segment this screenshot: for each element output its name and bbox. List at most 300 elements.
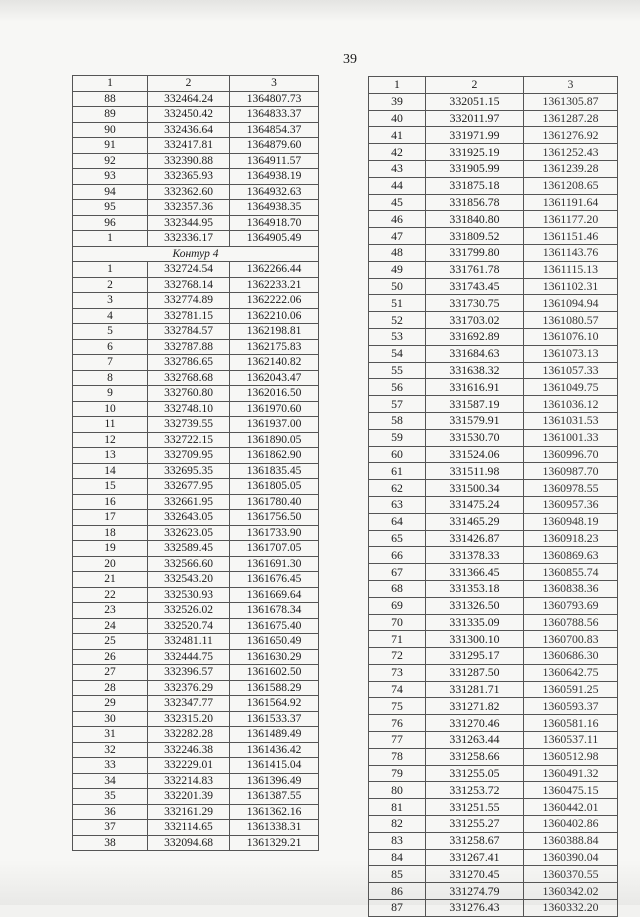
x-coordinate-cell: 332347.77 bbox=[148, 696, 230, 712]
table-row bbox=[369, 530, 618, 547]
y-coordinate-cell: 1361602.50 bbox=[230, 665, 319, 681]
x-coordinate-cell: 332623.05 bbox=[148, 525, 230, 541]
y-coordinate-cell: 1361239.28 bbox=[524, 160, 618, 177]
point-number-cell: 12 bbox=[73, 432, 148, 448]
point-number-cell: 67 bbox=[369, 564, 426, 581]
x-coordinate-cell: 331263.44 bbox=[426, 732, 524, 749]
y-coordinate-cell: 1361338.31 bbox=[230, 820, 319, 836]
table-row bbox=[369, 681, 618, 698]
x-coordinate-cell: 331270.46 bbox=[426, 715, 524, 732]
y-coordinate-cell: 1361937.00 bbox=[230, 417, 319, 433]
y-coordinate-cell: 1361073.13 bbox=[524, 345, 618, 362]
table-row bbox=[369, 883, 618, 900]
x-coordinate-cell: 331255.05 bbox=[426, 765, 524, 782]
point-number-cell: 93 bbox=[73, 169, 148, 185]
point-number-cell: 19 bbox=[73, 541, 148, 557]
x-coordinate-cell: 331335.09 bbox=[426, 614, 524, 631]
table-row bbox=[73, 355, 319, 371]
table-row bbox=[73, 541, 319, 557]
x-coordinate-cell: 332784.57 bbox=[148, 324, 230, 340]
point-number-cell: 71 bbox=[369, 631, 426, 648]
point-number-cell: 95 bbox=[73, 200, 148, 216]
table-row bbox=[369, 597, 618, 614]
table-row bbox=[369, 396, 618, 413]
x-coordinate-cell: 332589.45 bbox=[148, 541, 230, 557]
y-coordinate-cell: 1360332.20 bbox=[524, 900, 618, 917]
table-row bbox=[73, 293, 319, 309]
y-coordinate-cell: 1361057.33 bbox=[524, 362, 618, 379]
point-number-cell: 24 bbox=[73, 618, 148, 634]
point-number-cell: 63 bbox=[369, 496, 426, 513]
table-row bbox=[73, 835, 319, 851]
y-coordinate-cell: 1360978.55 bbox=[524, 480, 618, 497]
point-number-cell: 39 bbox=[369, 93, 426, 110]
y-coordinate-cell: 1362210.06 bbox=[230, 308, 319, 324]
y-coordinate-cell: 1360342.02 bbox=[524, 883, 618, 900]
point-number-cell: 72 bbox=[369, 648, 426, 665]
point-number-cell: 64 bbox=[369, 513, 426, 530]
table-row bbox=[73, 494, 319, 510]
point-number-cell: 18 bbox=[73, 525, 148, 541]
x-coordinate-cell: 331295.17 bbox=[426, 648, 524, 665]
table-row bbox=[73, 665, 319, 681]
table-row bbox=[369, 127, 618, 144]
scan-top-shadow bbox=[0, 0, 640, 22]
table-row bbox=[73, 386, 319, 402]
y-coordinate-cell: 1361564.92 bbox=[230, 696, 319, 712]
y-coordinate-cell: 1361533.37 bbox=[230, 711, 319, 727]
point-number-cell: 1 bbox=[73, 231, 148, 247]
table-row bbox=[73, 370, 319, 386]
y-coordinate-cell: 1361049.75 bbox=[524, 379, 618, 396]
table-row bbox=[73, 463, 319, 479]
x-coordinate-cell: 331925.19 bbox=[426, 144, 524, 161]
table-row bbox=[73, 572, 319, 588]
y-coordinate-cell: 1361678.34 bbox=[230, 603, 319, 619]
point-number-cell: 26 bbox=[73, 649, 148, 665]
y-coordinate-cell: 1364938.19 bbox=[230, 169, 319, 185]
y-coordinate-cell: 1360512.98 bbox=[524, 748, 618, 765]
table-row bbox=[73, 153, 319, 169]
y-coordinate-cell: 1361208.65 bbox=[524, 177, 618, 194]
point-number-cell: 23 bbox=[73, 603, 148, 619]
table-row bbox=[73, 107, 319, 123]
x-coordinate-cell: 332357.36 bbox=[148, 200, 230, 216]
x-coordinate-cell: 332724.54 bbox=[148, 262, 230, 278]
x-coordinate-cell: 332786.65 bbox=[148, 355, 230, 371]
point-number-cell: 88 bbox=[73, 91, 148, 107]
table-row bbox=[73, 649, 319, 665]
table-row bbox=[73, 200, 319, 216]
y-coordinate-cell: 1361287.28 bbox=[524, 110, 618, 127]
table-row bbox=[369, 244, 618, 261]
point-number-cell: 96 bbox=[73, 215, 148, 231]
x-coordinate-cell: 332526.02 bbox=[148, 603, 230, 619]
x-coordinate-cell: 331579.91 bbox=[426, 412, 524, 429]
point-number-cell: 91 bbox=[73, 138, 148, 154]
x-coordinate-cell: 332722.15 bbox=[148, 432, 230, 448]
y-coordinate-cell: 1361276.92 bbox=[524, 127, 618, 144]
y-coordinate-cell: 1361396.49 bbox=[230, 773, 319, 789]
point-number-cell: 83 bbox=[369, 832, 426, 849]
y-coordinate-cell: 1360593.37 bbox=[524, 698, 618, 715]
y-coordinate-cell: 1361143.76 bbox=[524, 244, 618, 261]
table-row bbox=[369, 362, 618, 379]
y-coordinate-cell: 1361031.53 bbox=[524, 412, 618, 429]
point-number-cell: 62 bbox=[369, 480, 426, 497]
table-row bbox=[369, 160, 618, 177]
table-row bbox=[369, 900, 618, 917]
table-header-row bbox=[73, 76, 319, 92]
table-row bbox=[73, 525, 319, 541]
point-number-cell: 21 bbox=[73, 572, 148, 588]
x-coordinate-cell: 332781.15 bbox=[148, 308, 230, 324]
table-row bbox=[73, 603, 319, 619]
point-number-cell: 22 bbox=[73, 587, 148, 603]
x-coordinate-cell: 332643.05 bbox=[148, 510, 230, 526]
point-number-cell: 1 bbox=[73, 262, 148, 278]
point-number-cell: 15 bbox=[73, 479, 148, 495]
header-cell-point: 1 bbox=[73, 76, 148, 92]
y-coordinate-cell: 1361191.64 bbox=[524, 194, 618, 211]
table-row bbox=[73, 184, 319, 200]
point-number-cell: 11 bbox=[73, 417, 148, 433]
x-coordinate-cell: 331856.78 bbox=[426, 194, 524, 211]
table-row bbox=[369, 580, 618, 597]
table-row bbox=[73, 277, 319, 293]
x-coordinate-cell: 331255.27 bbox=[426, 816, 524, 833]
point-number-cell: 3 bbox=[73, 293, 148, 309]
x-coordinate-cell: 331258.66 bbox=[426, 748, 524, 765]
x-coordinate-cell: 331426.87 bbox=[426, 530, 524, 547]
x-coordinate-cell: 332376.29 bbox=[148, 680, 230, 696]
y-coordinate-cell: 1361151.46 bbox=[524, 228, 618, 245]
header-cell-point: 1 bbox=[369, 77, 426, 94]
point-number-cell: 44 bbox=[369, 177, 426, 194]
point-number-cell: 84 bbox=[369, 849, 426, 866]
x-coordinate-cell: 332365.93 bbox=[148, 169, 230, 185]
coordinates-table-right bbox=[368, 76, 618, 917]
table-row bbox=[369, 312, 618, 329]
point-number-cell: 70 bbox=[369, 614, 426, 631]
point-number-cell: 92 bbox=[73, 153, 148, 169]
table-row bbox=[73, 432, 319, 448]
y-coordinate-cell: 1361970.60 bbox=[230, 401, 319, 417]
table-row bbox=[73, 587, 319, 603]
table-row bbox=[73, 618, 319, 634]
y-coordinate-cell: 1360390.04 bbox=[524, 849, 618, 866]
table-row bbox=[369, 93, 618, 110]
header-cell-x: 2 bbox=[426, 77, 524, 94]
y-coordinate-cell: 1361102.31 bbox=[524, 278, 618, 295]
point-number-cell: 32 bbox=[73, 742, 148, 758]
table-row bbox=[73, 479, 319, 495]
y-coordinate-cell: 1361094.94 bbox=[524, 295, 618, 312]
point-number-cell: 66 bbox=[369, 547, 426, 564]
table-row bbox=[369, 547, 618, 564]
point-number-cell: 78 bbox=[369, 748, 426, 765]
table-row bbox=[73, 711, 319, 727]
point-number-cell: 89 bbox=[73, 107, 148, 123]
point-number-cell: 74 bbox=[369, 681, 426, 698]
x-coordinate-cell: 331258.67 bbox=[426, 832, 524, 849]
y-coordinate-cell: 1360957.36 bbox=[524, 496, 618, 513]
point-number-cell: 51 bbox=[369, 295, 426, 312]
table-row bbox=[369, 211, 618, 228]
point-number-cell: 35 bbox=[73, 789, 148, 805]
table-row bbox=[73, 634, 319, 650]
x-coordinate-cell: 331743.45 bbox=[426, 278, 524, 295]
point-number-cell: 52 bbox=[369, 312, 426, 329]
y-coordinate-cell: 1361305.87 bbox=[524, 93, 618, 110]
point-number-cell: 37 bbox=[73, 820, 148, 836]
y-coordinate-cell: 1361676.45 bbox=[230, 572, 319, 588]
y-coordinate-cell: 1360996.70 bbox=[524, 446, 618, 463]
table-row bbox=[369, 194, 618, 211]
table-row bbox=[369, 429, 618, 446]
point-number-cell: 65 bbox=[369, 530, 426, 547]
table-row bbox=[369, 278, 618, 295]
x-coordinate-cell: 331465.29 bbox=[426, 513, 524, 530]
table-row bbox=[73, 820, 319, 836]
y-coordinate-cell: 1361036.12 bbox=[524, 396, 618, 413]
table-row bbox=[73, 339, 319, 355]
point-number-cell: 69 bbox=[369, 597, 426, 614]
point-number-cell: 38 bbox=[73, 835, 148, 851]
x-coordinate-cell: 331761.78 bbox=[426, 261, 524, 278]
y-coordinate-cell: 1364938.35 bbox=[230, 200, 319, 216]
x-coordinate-cell: 332768.68 bbox=[148, 370, 230, 386]
point-number-cell: 29 bbox=[73, 696, 148, 712]
x-coordinate-cell: 332520.74 bbox=[148, 618, 230, 634]
table-row bbox=[73, 138, 319, 154]
table-row bbox=[369, 295, 618, 312]
point-number-cell: 25 bbox=[73, 634, 148, 650]
y-coordinate-cell: 1362222.06 bbox=[230, 293, 319, 309]
x-coordinate-cell: 332214.83 bbox=[148, 773, 230, 789]
table-row bbox=[369, 496, 618, 513]
x-coordinate-cell: 331271.82 bbox=[426, 698, 524, 715]
point-number-cell: 76 bbox=[369, 715, 426, 732]
point-number-cell: 8 bbox=[73, 370, 148, 386]
y-coordinate-cell: 1361675.40 bbox=[230, 618, 319, 634]
x-coordinate-cell: 331809.52 bbox=[426, 228, 524, 245]
y-coordinate-cell: 1360475.15 bbox=[524, 782, 618, 799]
y-coordinate-cell: 1362198.81 bbox=[230, 324, 319, 340]
x-coordinate-cell: 332760.80 bbox=[148, 386, 230, 402]
x-coordinate-cell: 331638.32 bbox=[426, 362, 524, 379]
y-coordinate-cell: 1360686.30 bbox=[524, 648, 618, 665]
table-row bbox=[73, 742, 319, 758]
y-coordinate-cell: 1361691.30 bbox=[230, 556, 319, 572]
table-row bbox=[73, 231, 319, 247]
x-coordinate-cell: 332390.88 bbox=[148, 153, 230, 169]
x-coordinate-cell: 331500.34 bbox=[426, 480, 524, 497]
y-coordinate-cell: 1361756.50 bbox=[230, 510, 319, 526]
point-number-cell: 47 bbox=[369, 228, 426, 245]
x-coordinate-cell: 332530.93 bbox=[148, 587, 230, 603]
y-coordinate-cell: 1360537.11 bbox=[524, 732, 618, 749]
point-number-cell: 27 bbox=[73, 665, 148, 681]
header-cell-y: 3 bbox=[230, 76, 319, 92]
y-coordinate-cell: 1360869.63 bbox=[524, 547, 618, 564]
point-number-cell: 9 bbox=[73, 386, 148, 402]
y-coordinate-cell: 1360855.74 bbox=[524, 564, 618, 581]
point-number-cell: 10 bbox=[73, 401, 148, 417]
point-number-cell: 7 bbox=[73, 355, 148, 371]
y-coordinate-cell: 1361707.05 bbox=[230, 541, 319, 557]
x-coordinate-cell: 331799.80 bbox=[426, 244, 524, 261]
table-row bbox=[369, 765, 618, 782]
x-coordinate-cell: 332695.35 bbox=[148, 463, 230, 479]
y-coordinate-cell: 1364807.73 bbox=[230, 91, 319, 107]
coordinates-table-left-body bbox=[73, 76, 319, 851]
x-coordinate-cell: 331840.80 bbox=[426, 211, 524, 228]
x-coordinate-cell: 332201.39 bbox=[148, 789, 230, 805]
y-coordinate-cell: 1364932.63 bbox=[230, 184, 319, 200]
y-coordinate-cell: 1361890.05 bbox=[230, 432, 319, 448]
x-coordinate-cell: 332450.42 bbox=[148, 107, 230, 123]
table-row bbox=[73, 789, 319, 805]
point-number-cell: 79 bbox=[369, 765, 426, 782]
y-coordinate-cell: 1361588.29 bbox=[230, 680, 319, 696]
point-number-cell: 43 bbox=[369, 160, 426, 177]
x-coordinate-cell: 332543.20 bbox=[148, 572, 230, 588]
point-number-cell: 50 bbox=[369, 278, 426, 295]
point-number-cell: 48 bbox=[369, 244, 426, 261]
point-number-cell: 5 bbox=[73, 324, 148, 340]
table-row bbox=[369, 228, 618, 245]
y-coordinate-cell: 1360642.75 bbox=[524, 664, 618, 681]
x-coordinate-cell: 331300.10 bbox=[426, 631, 524, 648]
x-coordinate-cell: 331251.55 bbox=[426, 799, 524, 816]
table-header-row bbox=[369, 77, 618, 94]
point-number-cell: 49 bbox=[369, 261, 426, 278]
y-coordinate-cell: 1362233.21 bbox=[230, 277, 319, 293]
point-number-cell: 30 bbox=[73, 711, 148, 727]
header-cell-x: 2 bbox=[148, 76, 230, 92]
x-coordinate-cell: 331875.18 bbox=[426, 177, 524, 194]
point-number-cell: 56 bbox=[369, 379, 426, 396]
point-number-cell: 6 bbox=[73, 339, 148, 355]
point-number-cell: 31 bbox=[73, 727, 148, 743]
table-row bbox=[73, 169, 319, 185]
point-number-cell: 85 bbox=[369, 866, 426, 883]
coordinates-table-left bbox=[72, 75, 319, 851]
table-row bbox=[73, 122, 319, 138]
x-coordinate-cell: 331703.02 bbox=[426, 312, 524, 329]
table-row bbox=[369, 261, 618, 278]
y-coordinate-cell: 1364879.60 bbox=[230, 138, 319, 154]
table-row bbox=[369, 849, 618, 866]
y-coordinate-cell: 1360402.86 bbox=[524, 816, 618, 833]
table-row bbox=[369, 715, 618, 732]
x-coordinate-cell: 332566.60 bbox=[148, 556, 230, 572]
y-coordinate-cell: 1364918.70 bbox=[230, 215, 319, 231]
x-coordinate-cell: 331905.99 bbox=[426, 160, 524, 177]
y-coordinate-cell: 1361076.10 bbox=[524, 328, 618, 345]
table-row bbox=[369, 748, 618, 765]
x-coordinate-cell: 331530.70 bbox=[426, 429, 524, 446]
y-coordinate-cell: 1360700.83 bbox=[524, 631, 618, 648]
table-row bbox=[73, 804, 319, 820]
y-coordinate-cell: 1361177.20 bbox=[524, 211, 618, 228]
point-number-cell: 94 bbox=[73, 184, 148, 200]
x-coordinate-cell: 331281.71 bbox=[426, 681, 524, 698]
table-row bbox=[73, 262, 319, 278]
point-number-cell: 46 bbox=[369, 211, 426, 228]
x-coordinate-cell: 332464.24 bbox=[148, 91, 230, 107]
table-row bbox=[369, 379, 618, 396]
point-number-cell: 55 bbox=[369, 362, 426, 379]
point-number-cell: 42 bbox=[369, 144, 426, 161]
x-coordinate-cell: 332417.81 bbox=[148, 138, 230, 154]
y-coordinate-cell: 1361669.64 bbox=[230, 587, 319, 603]
x-coordinate-cell: 332051.15 bbox=[426, 93, 524, 110]
point-number-cell: 41 bbox=[369, 127, 426, 144]
x-coordinate-cell: 332396.57 bbox=[148, 665, 230, 681]
table-row bbox=[73, 696, 319, 712]
x-coordinate-cell: 331587.19 bbox=[426, 396, 524, 413]
y-coordinate-cell: 1362043.47 bbox=[230, 370, 319, 386]
y-coordinate-cell: 1361115.13 bbox=[524, 261, 618, 278]
point-number-cell: 45 bbox=[369, 194, 426, 211]
x-coordinate-cell: 332444.75 bbox=[148, 649, 230, 665]
table-row bbox=[369, 832, 618, 849]
x-coordinate-cell: 332739.55 bbox=[148, 417, 230, 433]
table-row bbox=[369, 328, 618, 345]
table-row bbox=[73, 556, 319, 572]
point-number-cell: 20 bbox=[73, 556, 148, 572]
y-coordinate-cell: 1361650.49 bbox=[230, 634, 319, 650]
point-number-cell: 40 bbox=[369, 110, 426, 127]
x-coordinate-cell: 331287.50 bbox=[426, 664, 524, 681]
y-coordinate-cell: 1364854.37 bbox=[230, 122, 319, 138]
y-coordinate-cell: 1360491.32 bbox=[524, 765, 618, 782]
y-coordinate-cell: 1361489.49 bbox=[230, 727, 319, 743]
y-coordinate-cell: 1360442.01 bbox=[524, 799, 618, 816]
point-number-cell: 61 bbox=[369, 463, 426, 480]
x-coordinate-cell: 332436.64 bbox=[148, 122, 230, 138]
point-number-cell: 77 bbox=[369, 732, 426, 749]
table-row bbox=[73, 758, 319, 774]
y-coordinate-cell: 1360788.56 bbox=[524, 614, 618, 631]
x-coordinate-cell: 331326.50 bbox=[426, 597, 524, 614]
x-coordinate-cell: 331730.75 bbox=[426, 295, 524, 312]
x-coordinate-cell: 331267.41 bbox=[426, 849, 524, 866]
table-row bbox=[369, 177, 618, 194]
table-row bbox=[369, 614, 618, 631]
point-number-cell: 75 bbox=[369, 698, 426, 715]
y-coordinate-cell: 1360918.23 bbox=[524, 530, 618, 547]
coordinates-table-right-body bbox=[369, 77, 618, 917]
point-number-cell: 17 bbox=[73, 510, 148, 526]
table-row bbox=[369, 816, 618, 833]
x-coordinate-cell: 332661.95 bbox=[148, 494, 230, 510]
x-coordinate-cell: 331475.24 bbox=[426, 496, 524, 513]
y-coordinate-cell: 1360948.19 bbox=[524, 513, 618, 530]
y-coordinate-cell: 1361387.55 bbox=[230, 789, 319, 805]
point-number-cell: 90 bbox=[73, 122, 148, 138]
table-row bbox=[73, 727, 319, 743]
x-coordinate-cell: 331276.43 bbox=[426, 900, 524, 917]
y-coordinate-cell: 1361780.40 bbox=[230, 494, 319, 510]
table-row bbox=[73, 417, 319, 433]
point-number-cell: 53 bbox=[369, 328, 426, 345]
table-row bbox=[73, 680, 319, 696]
point-number-cell: 81 bbox=[369, 799, 426, 816]
point-number-cell: 59 bbox=[369, 429, 426, 446]
